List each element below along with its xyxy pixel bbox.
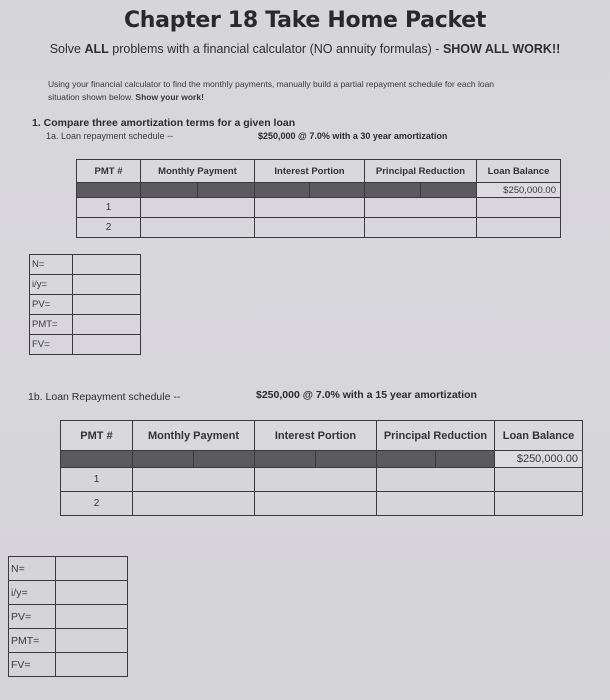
monthly-payment-cell[interactable] [133,492,255,516]
column-header-loan-balance: Loan Balance [477,160,561,183]
loan-balance-cell[interactable] [477,198,561,218]
interest-portion-cell[interactable] [255,468,377,492]
column-header-monthly-payment: Monthly Payment [133,421,255,451]
tvm-row-iy [30,275,141,295]
principal-reduction-cell[interactable] [377,492,495,516]
page-title: Chapter 18 Take Home Packet [123,8,487,33]
calculator-inputs-1b [8,556,128,677]
tvm-row-fv [30,335,141,355]
tvm-value-iy[interactable] [73,275,141,295]
shaded-cell [141,183,255,198]
column-header-loan-balance: Loan Balance [495,421,583,451]
tvm-label-pmt: PMT= [9,629,56,653]
subtitle-emphasis-show-work: SHOW ALL WORK!! [442,42,561,56]
tvm-row-fv [9,653,128,677]
instructions [48,78,528,104]
monthly-payment-cell[interactable] [141,218,255,238]
tvm-row-pmt [9,629,128,653]
tvm-label-n: N= [30,255,73,275]
tvm-row-n [30,255,141,275]
principal-reduction-cell[interactable] [377,468,495,492]
tvm-label-iy: i/y= [9,581,56,605]
tvm-row-pv [9,605,128,629]
repayment-schedule-1a [76,159,561,238]
starting-balance-value: $250,000.00 [495,451,583,468]
starting-balance-row [61,451,583,468]
question-1b-loan-terms: $250,000 @ 7.0% with a 15 year amortization [256,389,477,401]
instructions-emphasis: Show your work! [135,92,204,102]
subtitle-emphasis-all: ALL [84,42,109,56]
interest-portion-cell[interactable] [255,218,365,238]
tvm-label-pmt: PMT= [30,315,73,335]
table-header-row [77,160,561,183]
column-header-principal-reduction: Principal Reduction [377,421,495,451]
table-row [61,468,583,492]
column-header-pmt-number: PMT # [77,160,141,183]
pmt-number-cell: 1 [77,198,141,218]
subtitle-text: problems with a financial calculator (NO annuity formulas) - [108,42,443,56]
tvm-label-pv: PV= [9,605,56,629]
shaded-cell [61,451,133,468]
tvm-label-iy: i/y= [30,275,73,295]
tvm-row-n [9,557,128,581]
tvm-value-n[interactable] [56,557,128,581]
interest-portion-cell[interactable] [255,198,365,218]
tvm-label-pv: PV= [30,295,73,315]
principal-reduction-cell[interactable] [365,218,477,238]
column-header-pmt-number: PMT # [61,421,133,451]
loan-balance-cell[interactable] [495,468,583,492]
tvm-label-fv: FV= [9,653,56,677]
loan-balance-cell[interactable] [477,218,561,238]
pmt-number-cell: 1 [61,468,133,492]
repayment-schedule-1b [60,420,583,516]
principal-reduction-cell[interactable] [365,198,477,218]
table-row [61,492,583,516]
column-header-principal-reduction: Principal Reduction [365,160,477,183]
tvm-row-pmt [30,315,141,335]
shaded-cell [77,183,141,198]
page-subtitle [0,42,610,56]
shaded-cell [255,451,377,468]
question-1b-label: 1b. Loan Repayment schedule -- [28,391,181,403]
calculator-inputs-1a [29,254,141,355]
interest-portion-cell[interactable] [255,492,377,516]
tvm-label-n: N= [9,557,56,581]
shaded-cell [365,183,477,198]
tvm-value-fv[interactable] [73,335,141,355]
starting-balance-value: $250,000.00 [477,183,561,198]
tvm-value-pv[interactable] [73,295,141,315]
tvm-value-fv[interactable] [56,653,128,677]
table-header-row [61,421,583,451]
table-row [77,218,561,238]
tvm-label-fv: FV= [30,335,73,355]
tvm-value-iy[interactable] [56,581,128,605]
subtitle-text: Solve [49,42,85,56]
tvm-row-iy [9,581,128,605]
column-header-interest-portion: Interest Portion [255,160,365,183]
monthly-payment-cell[interactable] [133,468,255,492]
question-1a-loan-terms: $250,000 @ 7.0% with a 30 year amortization [258,131,448,141]
tvm-value-pv[interactable] [56,605,128,629]
pmt-number-cell: 2 [77,218,141,238]
tvm-value-pmt[interactable] [56,629,128,653]
question-1-heading: 1. Compare three amortization terms for a given loan [32,117,296,129]
tvm-row-pv [30,295,141,315]
shaded-cell [255,183,365,198]
instructions-text: Using your financial calculator to find the monthly payments, manually build a partial repayment schedule for each loan situation shown below. [48,79,495,102]
column-header-interest-portion: Interest Portion [255,421,377,451]
shaded-cell [377,451,495,468]
tvm-value-n[interactable] [73,255,141,275]
column-header-monthly-payment: Monthly Payment [141,160,255,183]
loan-balance-cell[interactable] [495,492,583,516]
table-row [77,198,561,218]
shaded-cell [133,451,255,468]
monthly-payment-cell[interactable] [141,198,255,218]
tvm-value-pmt[interactable] [73,315,141,335]
starting-balance-row [77,183,561,198]
question-1a-label: 1a. Loan repayment schedule -- [46,131,174,141]
pmt-number-cell: 2 [61,492,133,516]
